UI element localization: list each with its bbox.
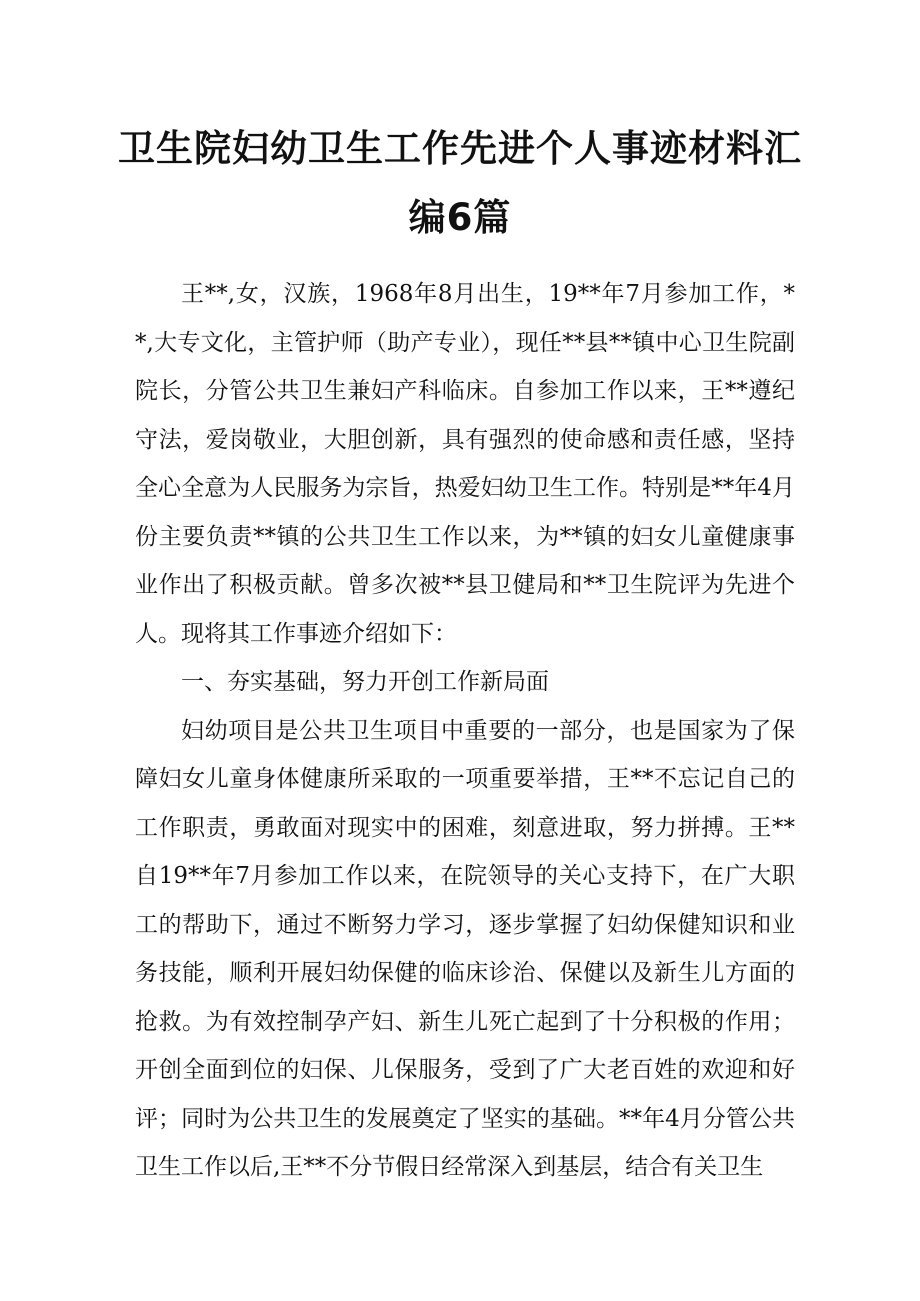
document-body xyxy=(135,270,795,1192)
paragraph-section-1: 妇幼项目是公共卫生项目中重要的一部分，也是国家为了保障妇女儿童身体健康所采取的一项重要举措，王**不忘记自己的工作职责，勇敢面对现实中的困难，刻意进取，努力拼搏。王**自19**年7月参加工作以来，在院领导的关心支持下，在广大职工的帮助下，通过不断努力学习，逐步掌握了妇幼保健知识和业务技能，顺利开展妇幼保健的临床诊治、保健以及新生儿方面的抢救。为有效控制孕产妇、新生儿死亡起到了十分积极的作用；开创全面到位的妇保、儿保服务，受到了广大老百姓的欢迎和好评；同时为公共卫生的发展奠定了坚实的基础。**年4月分管公共卫生工作以后,王**不分节假日经常深入到基层，结合有关卫生 xyxy=(135,717,795,1180)
title-line-2: 编6篇 xyxy=(408,196,512,239)
paragraph-intro: 王**,女，汉族，1968年8月出生，19**年7月参加工作，**,大专文化，主管护师（助产专业），现任**县**镇中心卫生院副院长，分管公共卫生兼妇产科临床。自参加工作以来，王**遵纪守法，爱岗敬业，大胆创新，具有强烈的使命感和责任感，坚持全心全意为人民服务为宗旨，热爱妇幼卫生工作。特别是**年4月份主要负责**镇的公共卫生工作以来，为**镇的妇女儿童健康事业作出了积极贡献。曾多次被**县卫健局和**卫生院评为先进个人。现将其工作事迹介绍如下： xyxy=(135,281,795,647)
section-heading-1: 一、夯实基础，努力开创工作新局面 xyxy=(181,669,549,695)
title-line-1: 卫生院妇幼卫生工作先进个人事迹材料汇 xyxy=(118,127,802,170)
document-title xyxy=(0,127,920,239)
